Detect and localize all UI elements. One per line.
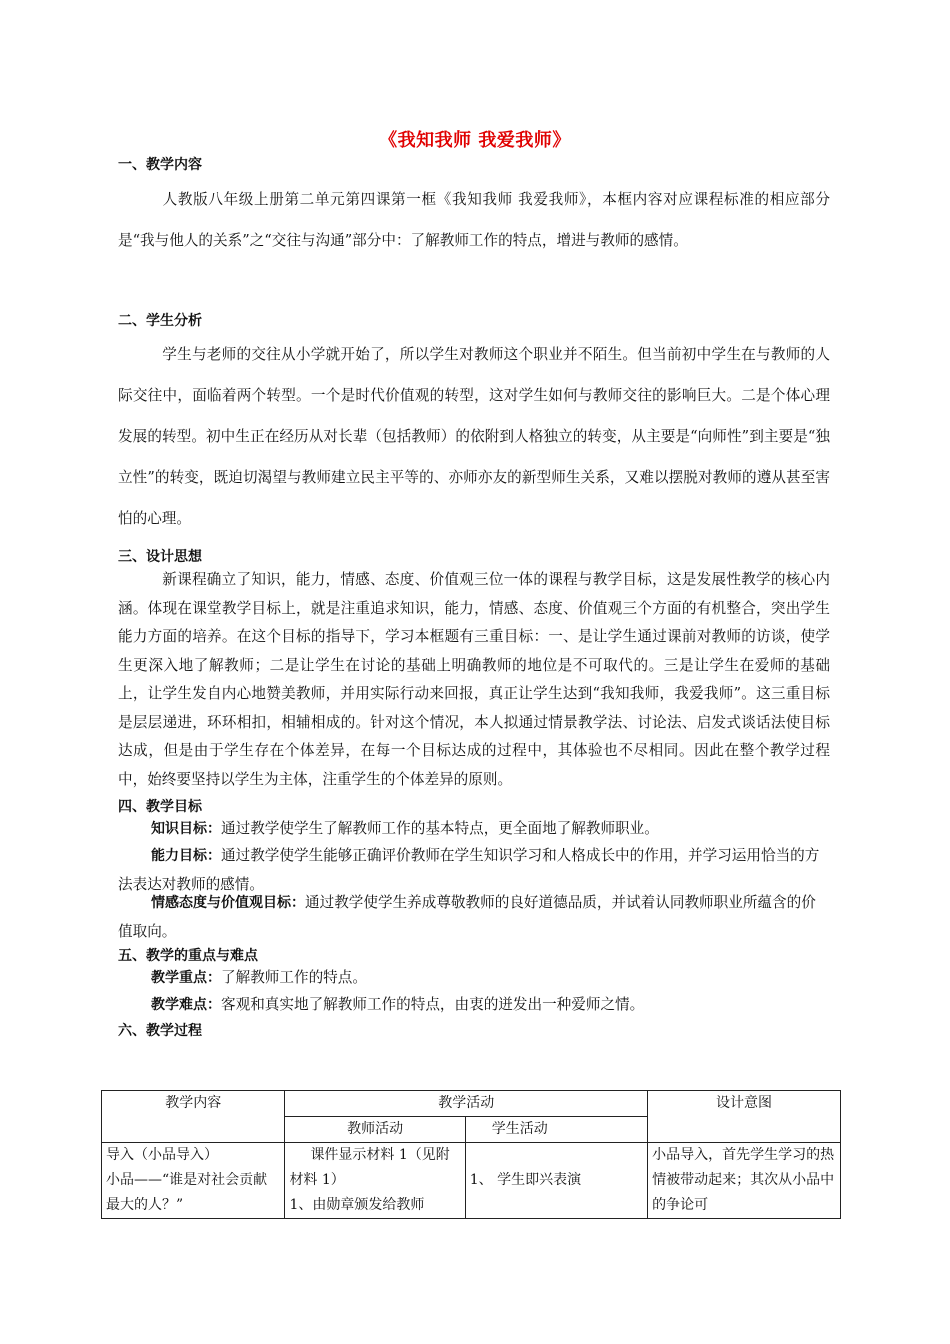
section-heading-content: 一、教学内容 [118, 157, 202, 173]
section-heading-goals: 四、教学目标 [118, 799, 202, 815]
keypoint-difficulty [118, 991, 830, 1020]
goal-knowledge [118, 815, 830, 844]
table-header-activity: 教学活动 [285, 1091, 648, 1117]
table-cell-content: 导入（小品导入） 小品——“谁是对社会贡献最大的人？” [102, 1143, 285, 1219]
section-heading-students: 二、学生分析 [118, 313, 202, 329]
keypoint-focus [118, 964, 830, 993]
goal-knowledge-label: 知识目标： [151, 821, 221, 837]
goal-emotion [118, 889, 830, 946]
section-body-content [118, 179, 830, 261]
keypoint-difficulty-text: 客观和真实地了解教师工作的特点，由衷的迸发出一种爱师之情。 [221, 996, 645, 1013]
goal-ability-text: 通过教学使学生能够正确评价教师在学生知识学习和人格成长中的作用，并学习运用恰当的方法表达对教师的感情。 [118, 847, 820, 893]
goal-knowledge-text: 通过教学使学生了解教师工作的基本特点，更全面地了解教师职业。 [221, 820, 659, 837]
keypoint-focus-label: 教学重点： [151, 970, 221, 986]
paragraph-text: 人教版八年级上册第二单元第四课第一框《我知我师 我爱我师》，本框内容对应课程标准的相应部分是“我与他人的关系”之“交往与沟通”部分中：了解教师工作的特点，增进与教师的感情。 [118, 191, 830, 249]
table-header-teacher: 教师活动 [285, 1117, 465, 1143]
section-heading-process: 六、教学过程 [118, 1023, 202, 1039]
goal-emotion-text: 通过教学使学生养成尊敬教师的良好道德品质，并试着认同教师职业所蕴含的价值取向。 [118, 894, 816, 940]
keypoint-difficulty-label: 教学难点： [151, 997, 221, 1013]
section-body-students [118, 334, 830, 539]
table-cell-intent: 小品导入，首先学生学习的热情被带动起来；其次从小品中的争论可 [648, 1143, 841, 1219]
table-header-student: 学生活动 [465, 1117, 647, 1143]
table-cell-student: 1、 学生即兴表演 [465, 1143, 647, 1219]
table-cell-teacher: 课件显示材料 1（见附材料 1） 1、由勋章颁发给教师 [285, 1143, 465, 1219]
table-row [102, 1143, 841, 1219]
table-header-intent: 设计意图 [648, 1091, 841, 1143]
process-table [101, 1090, 841, 1220]
table-header-content: 教学内容 [102, 1091, 285, 1143]
paragraph-text: 学生与老师的交往从小学就开始了，所以学生对教师这个职业并不陌生。但当前初中学生在与教师的人际交往中，面临着两个转型。一个是时代价值观的转型，这对学生如何与教师交往的影响巨大。二是个体心理发展的转型。初中生正在经历从对长辈（包括教师）的依附到人格独立的转变，从主要是“向师性”到主要是“独立性”的转变，既迫切渴望与教师建立民主平等的、亦师亦友的新型师生关系，又难以摆脱对教师的遵从甚至害怕的心理。 [118, 346, 830, 527]
section-heading-design: 三、设计思想 [118, 549, 202, 565]
goal-emotion-label: 情感态度与价值观目标： [151, 895, 305, 911]
document-title: 《我知我师 我爱我师》 [379, 130, 571, 151]
section-body-design [118, 566, 830, 794]
paragraph-text: 新课程确立了知识，能力，情感、态度、价值观三位一体的课程与教学目标，这是发展性教学的核心内涵。体现在课堂教学目标上，就是注重追求知识，能力，情感、态度、价值观三个方面的有机整合，突出学生能力方面的培养。在这个目标的指导下，学习本框题有三重目标：一、是让学生通过课前对教师的访谈，使学生更深入地了解教师；二是让学生在讨论的基础上明确教师的地位是不可取代的。三是让学生在爱师的基础上，让学生发自内心地赞美教师，并用实际行动来回报，真正让学生达到“我知我师，我爱我师”。这三重目标是层层递进，环环相扣，相辅相成的。针对这个情况，本人拟通过情景教学法、讨论法、启发式谈话法使目标达成，但是由于学生存在个体差异，在每一个目标达成的过程中，其体验也不尽相同。因此在整个教学过程中，始终要坚持以学生为主体，注重学生的个体差异的原则。 [118, 571, 830, 788]
keypoint-focus-text: 了解教师工作的特点。 [221, 969, 367, 986]
section-heading-keypoints: 五、教学的重点与难点 [118, 948, 258, 964]
goal-ability-label: 能力目标： [151, 848, 221, 864]
